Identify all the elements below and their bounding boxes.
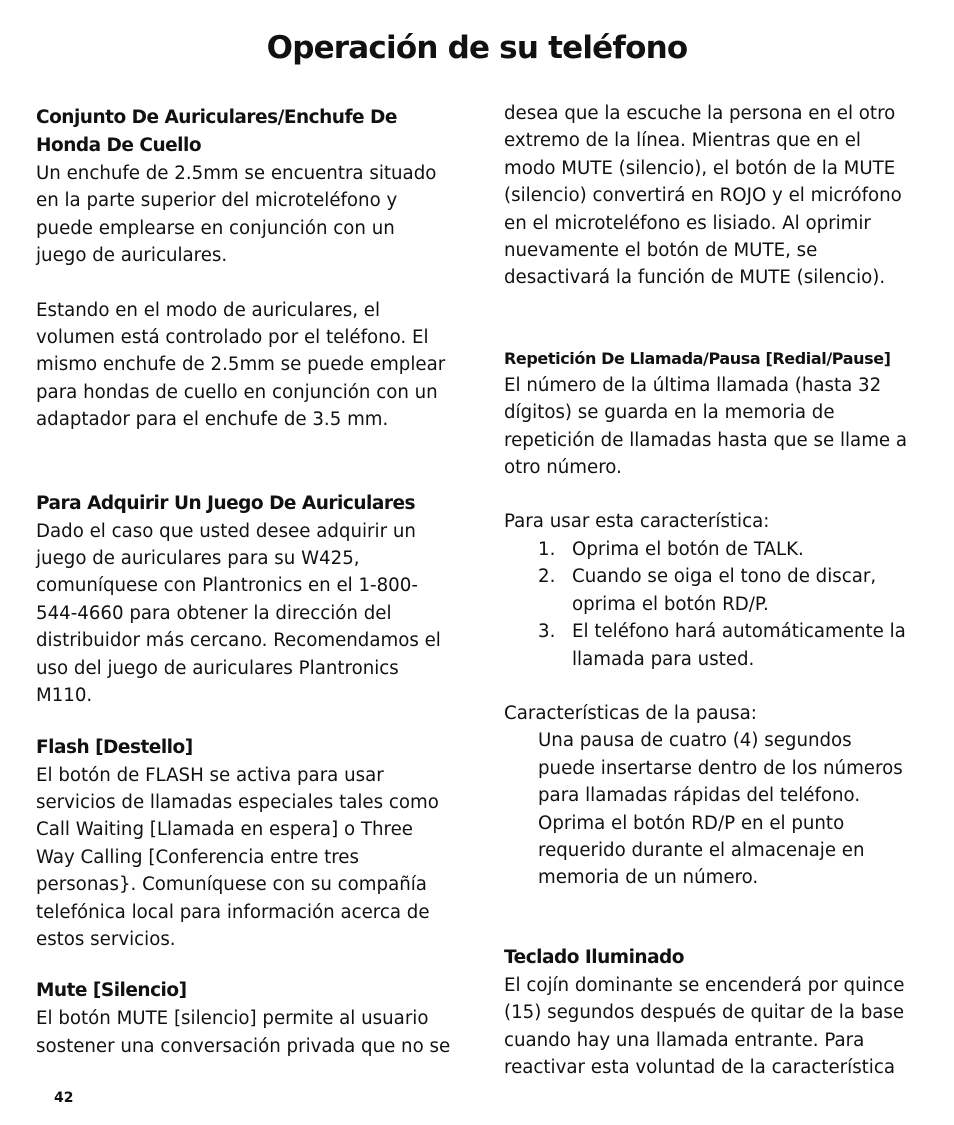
- text-line: El cojín dominante se encenderá por quince: [504, 974, 905, 996]
- text-line: puede emplearse en conjunción con un: [36, 217, 395, 239]
- paragraph-headset-jack: [36, 160, 456, 270]
- text-line: Dado el caso que usted desee adquirir un: [36, 520, 416, 542]
- text-line: El número de la última llamada (hasta 32: [504, 374, 882, 396]
- text-line: estos servicios.: [36, 928, 176, 950]
- text-line: requerido durante el almacenaje en: [538, 839, 865, 861]
- text-line: desea que la escuche la persona en el otro: [504, 103, 896, 124]
- text-line: uso del juego de auriculares Plantronics: [36, 657, 399, 679]
- section-heading-flash: Flash [Destello]: [36, 736, 193, 758]
- text-line: adaptador para el enchufe de 3.5 mm.: [36, 409, 389, 431]
- text-line: modo MUTE (silencio), el botón de la MUTE: [504, 157, 896, 179]
- text-line: volumen está controlado por el teléfono. El: [36, 327, 429, 349]
- text-line: repetición de llamadas hasta que se llame a: [504, 429, 908, 451]
- text-line: Un enchufe de 2.5mm se encuentra situado: [36, 163, 437, 184]
- paragraph-mute-continued: [504, 100, 924, 292]
- paragraph-keypad: [504, 972, 924, 1082]
- section-heading-headset: [36, 104, 456, 160]
- heading-line: Honda De Cuello: [36, 135, 202, 156]
- text-line: Estando en el modo de auriculares, el: [36, 299, 381, 321]
- text-line: Una pausa de cuatro (4) segundos: [538, 730, 852, 752]
- text-line: memoria de un número.: [538, 867, 759, 889]
- text-line: distribuidor más cercano. Recomendamos el: [36, 630, 441, 652]
- text-line: mismo enchufe de 2.5mm se puede emplear: [36, 354, 446, 376]
- list-item: [504, 563, 924, 618]
- section-heading-mute: Mute [Silencio]: [36, 980, 187, 1002]
- redial-steps: [504, 536, 924, 673]
- section-heading-keypad: Teclado Iluminado: [504, 946, 685, 968]
- text-line: juego de auriculares para su W425,: [36, 548, 360, 570]
- text-line: telefónica local para información acerca de: [36, 901, 430, 923]
- text-line: reactivar esta voluntad de la característica: [504, 1056, 896, 1078]
- text-line: desactivará la función de MUTE (silencio).: [504, 267, 886, 289]
- step-number: 3.: [538, 621, 556, 643]
- page-number: 42: [54, 1090, 74, 1106]
- text-line: juego de auriculares.: [36, 245, 228, 267]
- text-line: para llamadas rápidas del teléfono.: [538, 785, 861, 807]
- page-title: Operación de su teléfono: [266, 30, 688, 66]
- paragraph-acquire-headset: [36, 518, 456, 710]
- text-line: comuníquese con Plantronics en el 1-800-: [36, 575, 418, 597]
- paragraph-mute: [36, 1005, 456, 1060]
- text-line: oprima el botón RD/P.: [572, 593, 769, 615]
- paragraph-flash: [36, 762, 456, 954]
- paragraph-headset-volume: [36, 297, 456, 434]
- text-line: servicios de llamadas especiales tales como: [36, 791, 439, 813]
- list-item: [504, 618, 924, 673]
- step-number: 1.: [538, 538, 556, 560]
- text-line: personas}. Comuníquese con su compañía: [36, 874, 427, 896]
- text-line: extremo de la línea. Mientras que en el: [504, 130, 861, 152]
- left-column: [36, 100, 456, 1060]
- text-line: Cuando se oiga el tono de discar,: [572, 566, 877, 588]
- section-heading-acquire-headset: Para Adquirir Un Juego De Auriculares: [36, 492, 416, 514]
- text-line: El botón MUTE [silencio] permite al usuario: [36, 1008, 429, 1030]
- redial-intro: Para usar esta característica:: [504, 511, 770, 533]
- step-number: 2.: [538, 566, 556, 588]
- text-line: nuevamente el botón de MUTE, se: [504, 240, 818, 262]
- text-line: dígitos) se guarda en la memoria de: [504, 402, 835, 424]
- text-line: otro número.: [504, 457, 622, 479]
- text-line: llamada para usted.: [572, 648, 755, 670]
- list-item: [504, 536, 924, 563]
- text-line: para hondas de cuello en conjunción con un: [36, 381, 438, 403]
- text-line: cuando hay una llamada entrante. Para: [504, 1029, 865, 1051]
- text-line: puede insertarse dentro de los números: [538, 757, 903, 779]
- right-column: [504, 100, 924, 1081]
- text-line: 544-4660 para obtener la dirección del: [36, 602, 392, 624]
- text-line: Oprima el botón de TALK.: [572, 538, 804, 560]
- text-line: El botón de FLASH se activa para usar: [36, 764, 384, 786]
- text-line: Oprima el botón RD/P en el punto: [538, 812, 845, 834]
- text-line: en el microteléfono es lisiado. Al oprimir: [504, 212, 871, 234]
- text-line: sostener una conversación privada que no se: [36, 1035, 451, 1057]
- paragraph-redial: [504, 372, 924, 482]
- text-line: (15) segundos después de quitar de la base: [504, 1002, 905, 1024]
- text-line: El teléfono hará automáticamente la: [572, 621, 906, 643]
- text-line: M110.: [36, 685, 93, 707]
- text-line: Call Waiting [Llamada en espera] o Three: [36, 819, 413, 841]
- paragraph-pause: [504, 727, 924, 891]
- pause-intro: Características de la pausa:: [504, 702, 757, 724]
- heading-line: Conjunto De Auriculares/Enchufe De: [36, 107, 397, 128]
- section-heading-redial: Repetición De Llamada/Pausa [Redial/Pause]: [504, 348, 891, 368]
- text-line: Way Calling [Conferencia entre tres: [36, 846, 359, 868]
- text-line: en la parte superior del microteléfono y: [36, 190, 398, 212]
- text-line: (silencio) convertirá en ROJO y el micrófono: [504, 185, 902, 207]
